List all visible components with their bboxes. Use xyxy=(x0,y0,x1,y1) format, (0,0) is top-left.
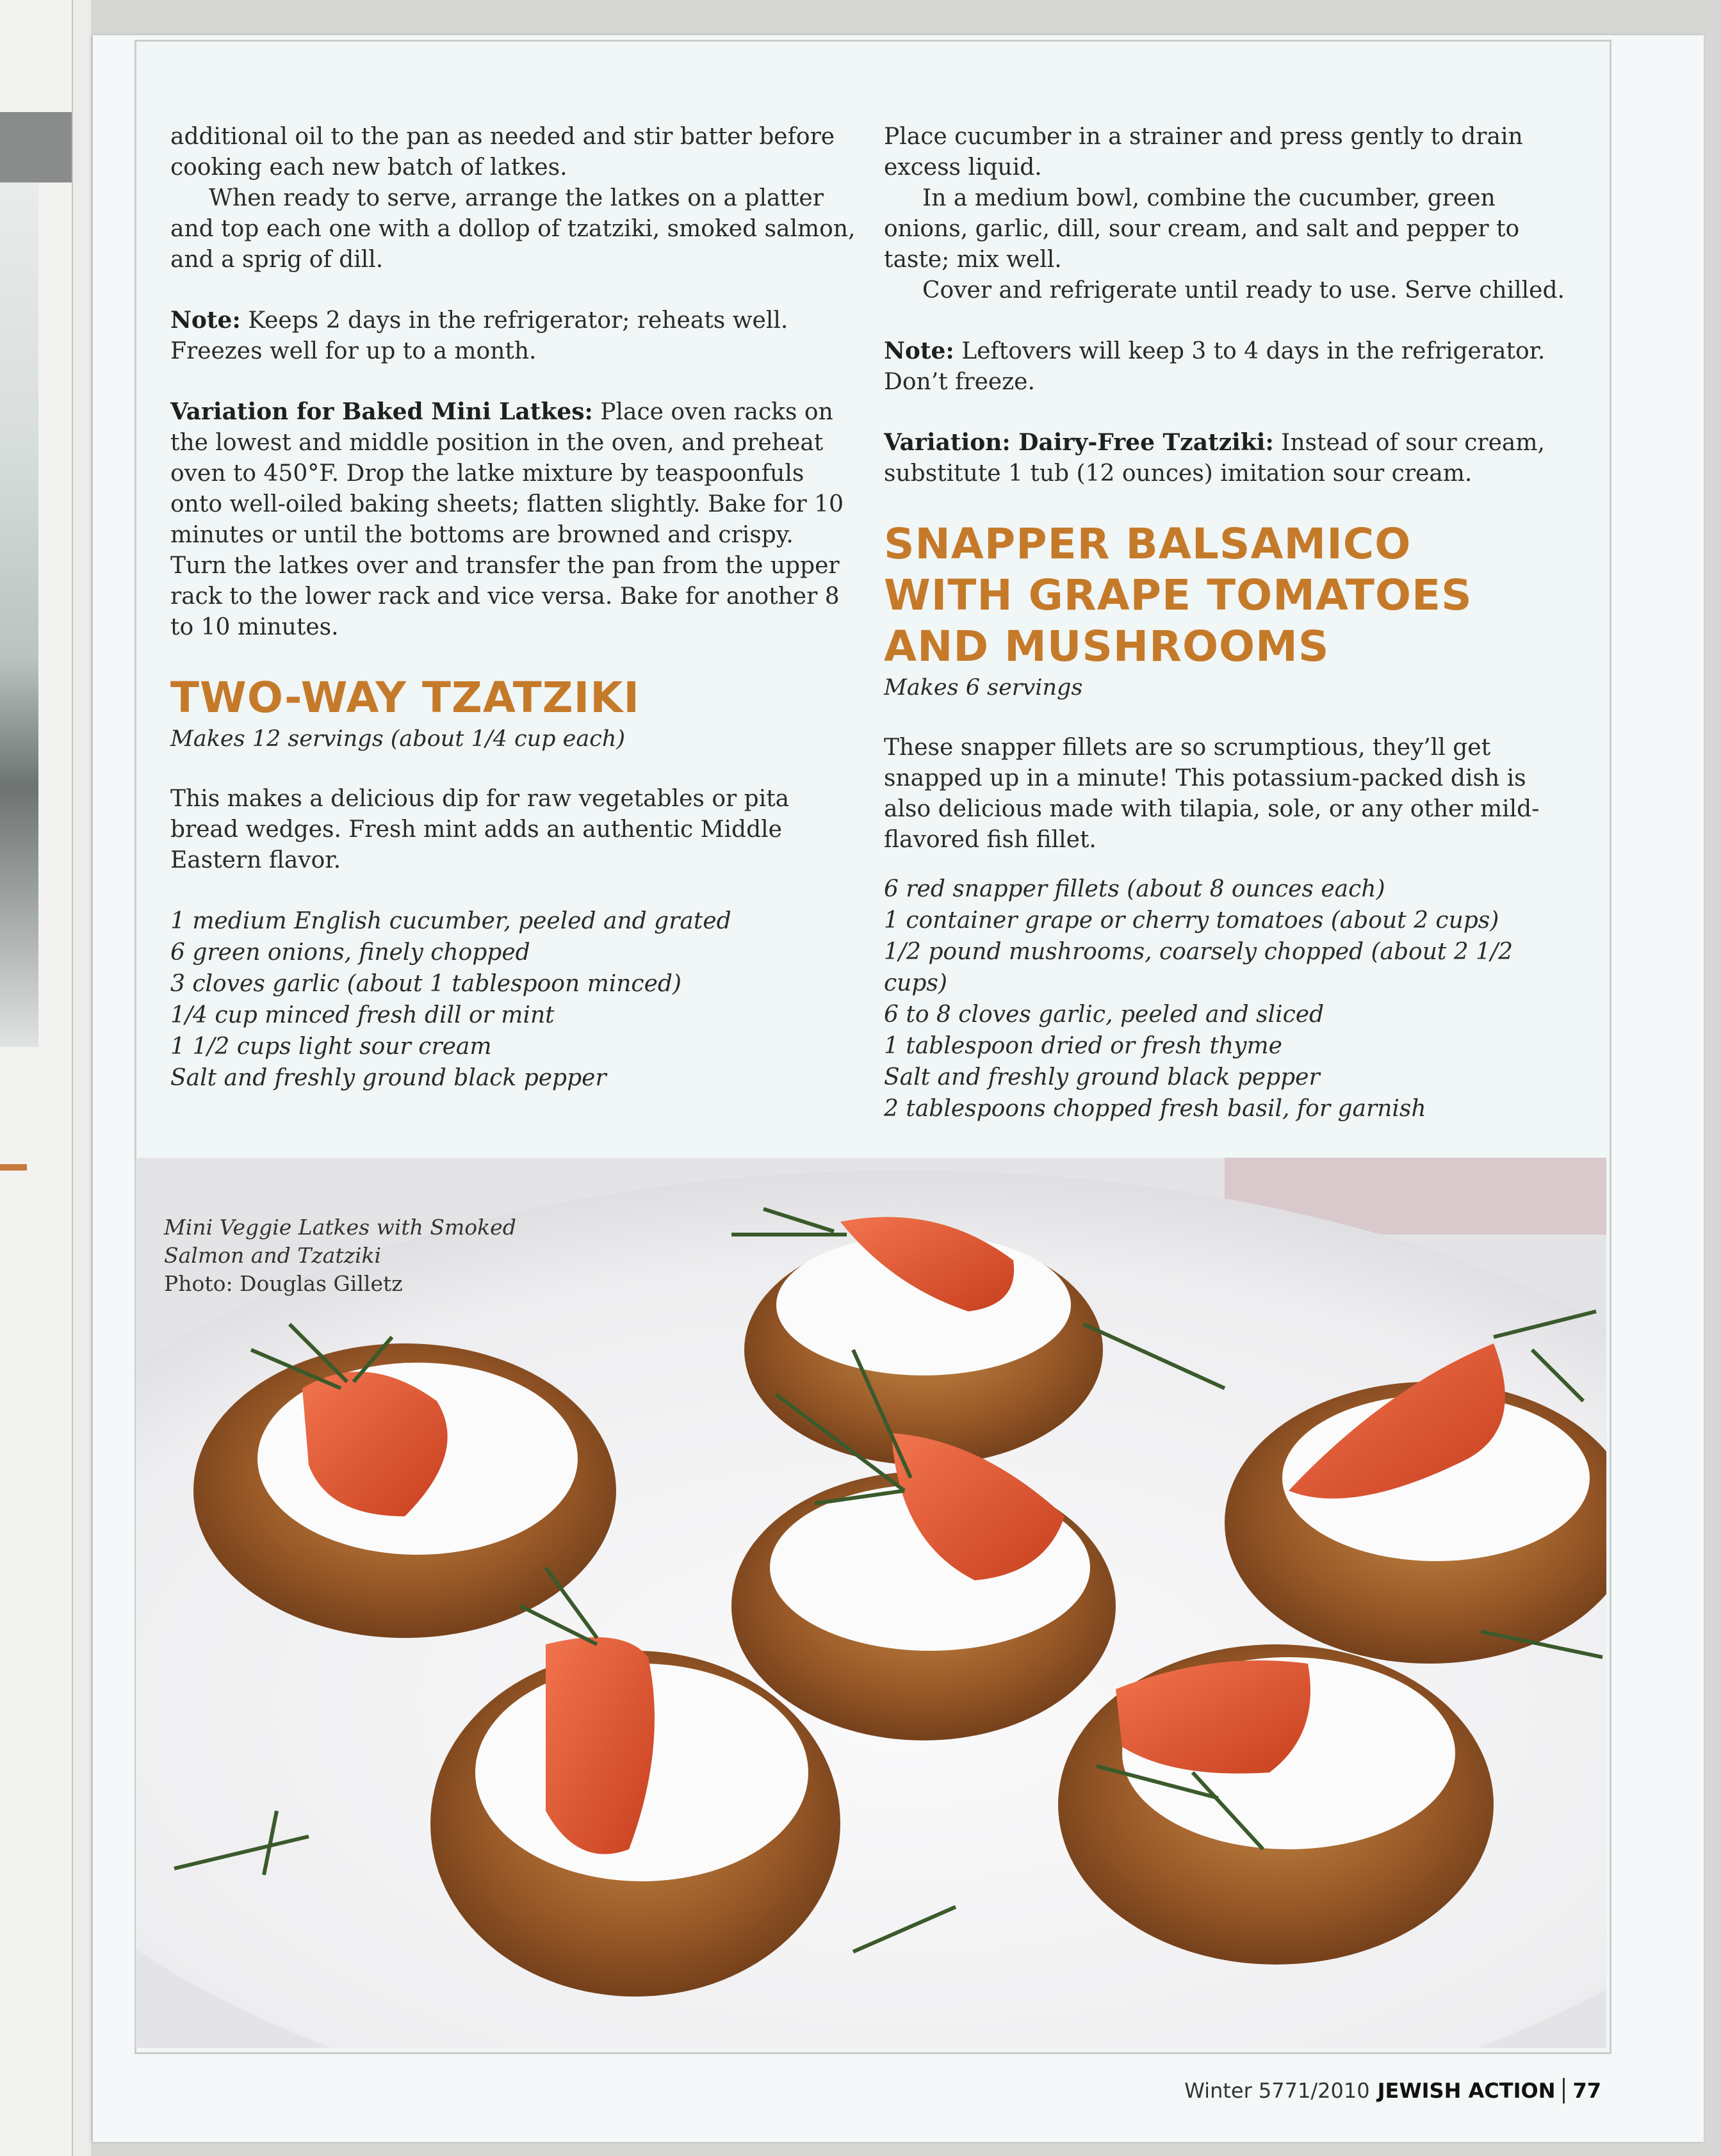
ingredient-item: 6 red snapper fillets (about 8 ounces each) xyxy=(884,876,1385,902)
latke-note xyxy=(170,305,856,367)
photo-credit: Photo: Douglas Gilletz xyxy=(164,1271,403,1296)
footer-divider xyxy=(1563,2078,1565,2103)
title-line: WITH GRAPE TOMATOES xyxy=(884,571,1472,620)
ingredient-item: Salt and freshly ground black pepper xyxy=(884,1064,1320,1090)
snapper-ingredients xyxy=(884,873,1572,1124)
facing-page-rule xyxy=(0,1164,27,1171)
magazine-name: JEWISH ACTION xyxy=(1377,2079,1556,2103)
ingredient-item: 1/4 cup minced fresh dill or mint xyxy=(170,1002,555,1028)
facing-page-photo-strip xyxy=(0,182,38,1047)
note-label: Note: xyxy=(170,307,241,334)
ingredient-item: 6 green onions, finely chopped xyxy=(170,939,530,966)
snapper-intro: These snapper fillets are so scrumptious, they’ll get snapped up in a minute! This potassium-packed dish is also delicious made with tilapia, sole, or any other mild-flavored fish fillet. xyxy=(884,734,1540,853)
latke-instructions-end: additional oil to the pan as needed and stir batter before cooking each new batch of latkes. xyxy=(170,124,835,181)
facing-page-edge xyxy=(0,0,90,2156)
variation-text: Place oven racks on the lowest and middle position in the oven, and preheat oven to 450°F. Drop the latke mixture by teaspoonfuls onto well-oiled baking sheets; flatten slightly. Bake for 10 minutes or until the bottoms are browned and crispy. Turn the latkes over and transfer the pan from the upper rack to the lower rack and vice versa. Bake for another 8 to 10 minutes. xyxy=(170,399,844,640)
ingredient-item: 3 cloves garlic (about 1 tablespoon minced) xyxy=(170,971,681,997)
right-column xyxy=(884,122,1572,1124)
page-footer xyxy=(1140,2075,1601,2107)
ingredient-item: 1/2 pound mushrooms, coarsely chopped (about 2 1/2 cups) xyxy=(884,939,1513,996)
snapper-yield: Makes 6 servings xyxy=(884,675,1083,701)
ingredient-item: 6 to 8 cloves garlic, peeled and sliced xyxy=(884,1001,1325,1028)
variation-text: Instead of sour cream, substitute 1 tub (12 ounces) imitation sour cream. xyxy=(884,430,1545,487)
note-label: Note: xyxy=(884,337,954,364)
ingredient-item: 1 1/2 cups light sour cream xyxy=(170,1033,492,1060)
latke-serving-instructions: When ready to serve, arrange the latkes on a platter and top each one with a dollop of tzatziki, smoked salmon, and a sprig of dill. xyxy=(170,185,856,273)
title-line: SNAPPER BALSAMICO xyxy=(884,519,1412,569)
ingredient-item: Salt and freshly ground black pepper xyxy=(170,1065,607,1091)
caption-title-line: Salmon and Tzatziki xyxy=(164,1243,382,1268)
tzatziki-yield: Makes 12 servings (about 1/4 cup each) xyxy=(170,726,626,752)
snapper-recipe-title xyxy=(884,519,1572,672)
left-column xyxy=(170,122,856,1094)
photo-caption xyxy=(164,1213,523,1298)
latke-variation xyxy=(170,396,856,643)
variation-label: Variation: Dairy-Free Tzatziki: xyxy=(884,429,1274,456)
issue-date: Winter 5771/2010 xyxy=(1184,2079,1370,2103)
tzatziki-note xyxy=(884,336,1572,398)
tzatziki-variation xyxy=(884,427,1572,489)
variation-label: Variation for Baked Mini Latkes: xyxy=(170,398,593,425)
tzatziki-step-2: In a medium bowl, combine the cucumber, green onions, garlic, dill, sour cream, and salt and pepper to taste; mix well. xyxy=(884,185,1520,273)
tzatziki-step-1: Place cucumber in a strainer and press gently to drain excess liquid. xyxy=(884,124,1523,181)
ingredient-item: 1 medium English cucumber, peeled and grated xyxy=(170,908,731,934)
note-text: Leftovers will keep 3 to 4 days in the refrigerator. Don’t freeze. xyxy=(884,338,1546,395)
ingredient-item: 1 tablespoon dried or fresh thyme xyxy=(884,1033,1282,1059)
page-number: 77 xyxy=(1572,2079,1601,2103)
caption-title-line: Mini Veggie Latkes with Smoked xyxy=(164,1215,516,1240)
note-text: Keeps 2 days in the refrigerator; reheats well. Freezes well for up to a month. xyxy=(170,307,788,364)
ingredient-item: 2 tablespoons chopped fresh basil, for garnish xyxy=(884,1096,1426,1122)
tzatziki-intro: This makes a delicious dip for raw vegetables or pita bread wedges. Fresh mint adds an authentic Middle Eastern flavor. xyxy=(170,786,790,873)
tzatziki-ingredients xyxy=(170,905,856,1094)
tzatziki-step-3: Cover and refrigerate until ready to use. Serve chilled. xyxy=(922,277,1565,304)
ingredient-item: 1 container grape or cherry tomatoes (about 2 cups) xyxy=(884,907,1499,934)
tzatziki-recipe-title: TWO-WAY TZATZIKI xyxy=(170,673,640,722)
page-gutter xyxy=(72,0,91,2156)
title-line: AND MUSHROOMS xyxy=(884,622,1330,671)
